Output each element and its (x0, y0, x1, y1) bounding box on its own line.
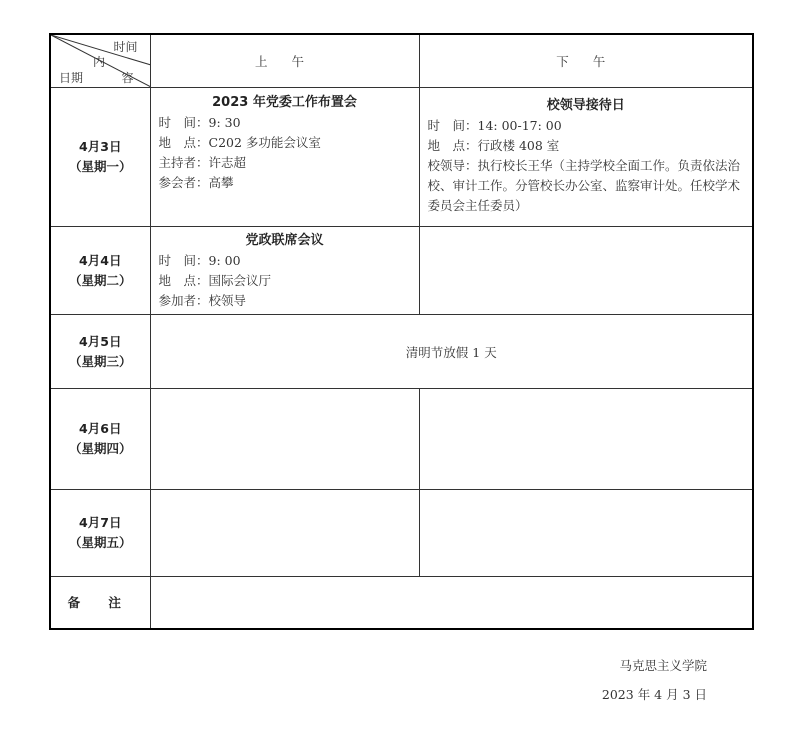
date-cell (50, 227, 150, 315)
morning-event-cell (150, 389, 419, 490)
weekday-label: （星期四） (68, 441, 132, 456)
event-time: 时 间：9: 00 (158, 253, 241, 268)
event-title: 校领导接待日 (546, 98, 625, 113)
event-title: 党政联席会议 (245, 233, 324, 248)
table-row (50, 490, 753, 577)
morning-event-cell (150, 490, 419, 577)
afternoon-event-cell (419, 389, 753, 490)
date-cell (50, 315, 150, 389)
corner-content-label-a: 内 (93, 55, 106, 69)
date-cell (50, 490, 150, 577)
event-title: 2023 年党委工作布置会 (212, 95, 357, 110)
date-label: 4月3日 (79, 139, 122, 154)
event-location: 地 点：C202 多功能会议室 (158, 135, 321, 150)
event-location: 地 点：行政楼 408 室 (427, 138, 560, 153)
afternoon-event-cell (419, 490, 753, 577)
footer-date: 2023 年 4 月 3 日 (601, 687, 707, 702)
corner-content-label-b: 容 (121, 71, 134, 85)
schedule-table (49, 33, 754, 630)
weekday-label: （星期三） (68, 353, 132, 369)
afternoon-header: 下 午 (419, 34, 753, 88)
header-row (50, 34, 753, 88)
event-time: 时 间：9: 30 (158, 115, 241, 130)
event-attendees: 参会者：高攀 (158, 175, 234, 190)
afternoon-event-cell (419, 88, 753, 227)
morning-header: 上 午 (150, 34, 419, 88)
date-cell (50, 88, 150, 227)
corner-header-cell (50, 34, 150, 88)
corner-time-label: 时间 (113, 40, 138, 54)
corner-date-label: 日期 (59, 71, 84, 85)
event-location: 地 点：国际会议厅 (158, 273, 272, 288)
date-label: 4月4日 (79, 252, 122, 268)
table-row (50, 88, 753, 227)
weekday-label: （星期一） (68, 159, 132, 174)
remarks-label: 备 注 (50, 577, 150, 629)
date-label: 4月6日 (79, 421, 122, 436)
holiday-cell: 清明节放假 1 天 (150, 315, 753, 389)
event-time: 时 间：14: 00-17: 00 (427, 118, 562, 133)
weekday-label: （星期五） (68, 535, 132, 550)
table-row (50, 389, 753, 490)
date-label: 4月5日 (79, 333, 122, 349)
morning-event-cell (150, 88, 419, 227)
morning-event-cell (150, 227, 419, 315)
remarks-row (50, 577, 753, 629)
remarks-value (150, 577, 753, 629)
footer-organization: 马克思主义学院 (619, 658, 707, 673)
event-leader: 校领导：执行校长王华（主持学校全面工作。负责依法治校、审计工作。分管校长办公室、监察审计处。任校学术委员会主任委员） (427, 158, 741, 213)
table-row (50, 227, 753, 315)
afternoon-event-cell (419, 227, 753, 315)
event-attendees: 参加者：校领导 (158, 293, 247, 308)
table-row (50, 315, 753, 389)
date-label: 4月7日 (79, 515, 122, 530)
weekday-label: （星期二） (68, 272, 132, 288)
date-cell (50, 389, 150, 490)
event-host: 主持者：许志超 (158, 155, 247, 170)
